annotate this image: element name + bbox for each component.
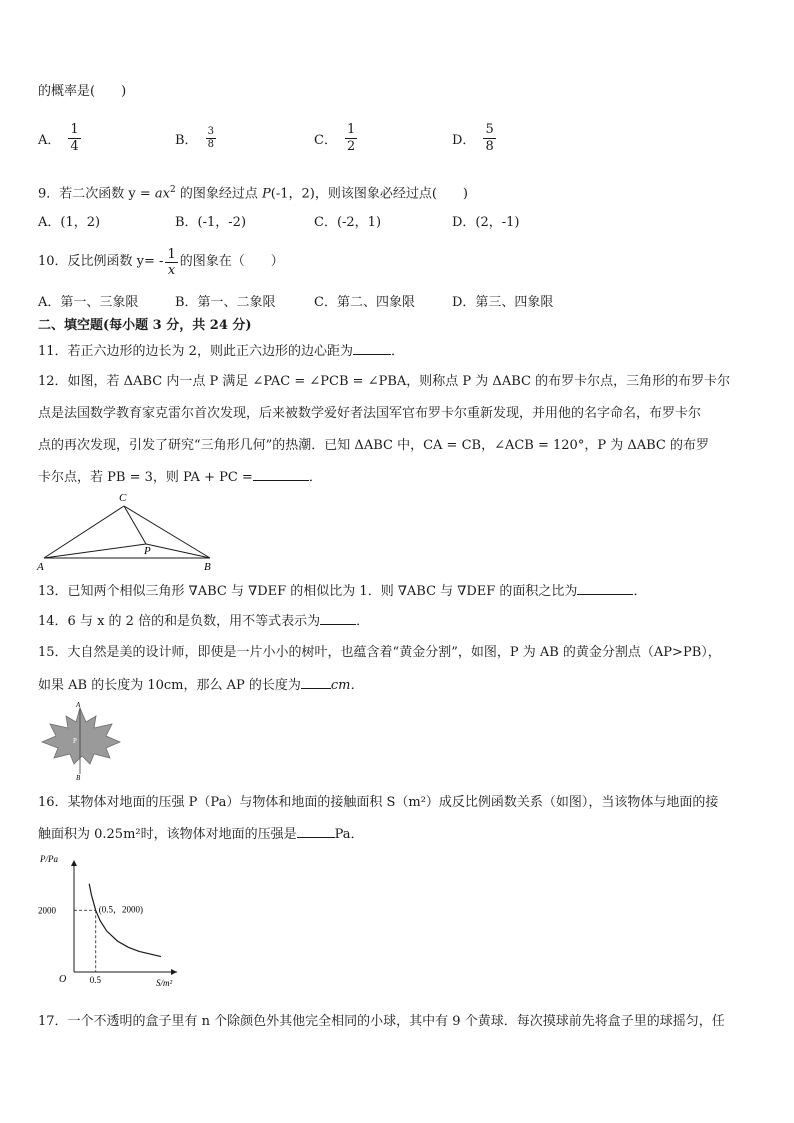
q10-stem [38, 242, 284, 282]
segment-pa [44, 544, 146, 558]
q13 [38, 582, 646, 601]
q15-end: cm． [330, 678, 364, 693]
q14 [38, 612, 369, 631]
q9-prefix: 9．若二次函数 y = [38, 186, 155, 202]
q13-text: 13．已知两个相似三角形 ∇ABC 与 ∇DEF 的相似比为 1．则 ∇ABC 与 ∇DEF 的面积之比为 [38, 584, 578, 599]
denominator: 2 [346, 138, 356, 154]
x-axis-label: S/m² [156, 978, 173, 988]
q16-end: Pa． [334, 827, 364, 842]
denominator: 4 [70, 138, 79, 154]
option-label: D． [452, 132, 476, 148]
q8-option-a [38, 118, 81, 158]
segment-pc [124, 506, 146, 544]
q9-function: ax [154, 186, 170, 202]
q9-stem [38, 181, 468, 203]
q8-tail: 的概率是( ) [38, 84, 127, 99]
q8-option-c [314, 118, 357, 158]
q10-option-c: C．第二、四象限 [314, 294, 415, 310]
q9-options [38, 210, 758, 230]
x-tick-label: 0.5 [89, 975, 101, 985]
numerator: 1 [167, 246, 176, 262]
q9-option-c: C．(-2，1) [314, 214, 382, 230]
numerator: 5 [485, 121, 494, 137]
denominator: x [167, 262, 176, 278]
q10-option-b: B．第一、二象限 [175, 294, 276, 310]
q12-end: ． [308, 470, 322, 485]
side-bc [124, 506, 210, 558]
q10-prefix: 10．反比例函数 y= - [38, 254, 164, 269]
leaf-figure [36, 700, 126, 782]
q9-mid: 的图象经过点 [175, 186, 262, 202]
y-tick-label: 2000 [38, 905, 56, 916]
leaf-shape [42, 708, 120, 764]
q12-line-4 [38, 468, 322, 487]
q17: 17．一个不透明的盒子里有 n 个除颜色外其他完全相同的小球，其中有 9 个黄球．每次摸球前先将盒子里的球摇匀，任 [38, 1014, 725, 1029]
series-line-pressure [89, 884, 161, 957]
point-label-p: P [144, 545, 151, 557]
q15-line-1: 15．大自然是美的设计师，即使是一片小小的树叶，也蕴含着“黄金分割”，如图，P 为 AB 的黄金分割点（AP>PB）， [38, 645, 721, 660]
y-axis-arrow [71, 860, 77, 866]
q10-fraction [165, 247, 177, 278]
triangle-figure [34, 488, 224, 574]
answer-blank [301, 676, 331, 689]
q11 [38, 342, 404, 361]
q10-option-d: D．第三、四象限 [452, 294, 554, 310]
q16-line-2-text: 触面积为 0.25m²时，该物体对地面的压强是 [38, 827, 297, 842]
q12-line-2: 点是法国数学教育家克雷尔首次发现，后来被数学爱好者法国军官布罗卡尔重新发现，并用他的名字命名，布罗卡尔 [38, 406, 702, 421]
x-axis-arrow [171, 969, 177, 975]
option-label: A． [38, 132, 61, 148]
q9-coords: (-1，2)，则该图象必经过点( ) [270, 186, 468, 202]
vertex-label-a: A [37, 561, 44, 573]
answer-blank [297, 825, 335, 838]
q8-option-d [452, 118, 496, 158]
q16-line-1: 16．某物体对地面的压强 P（Pa）与物体和地面的接触面积 S（m²）成反比例函数关系（如图），当该物体与地面的接 [38, 795, 719, 810]
leaf-label-a: A [76, 701, 81, 709]
q10-suffix: 的图象在（ ） [179, 254, 284, 269]
vertex-label-c: C [119, 492, 127, 504]
q10-options [38, 290, 758, 310]
q12-line-4-text: 卡尔点，若 PB = 3，则 PA + PC = [38, 470, 253, 485]
numerator: 1 [346, 121, 356, 137]
leaf-label-p: P [73, 737, 77, 745]
option-label: C． [314, 132, 337, 148]
side-ac [44, 506, 124, 558]
q15-line-2-text: 如果 AB 的长度为 10cm，那么 AP 的长度为 [38, 678, 301, 693]
fraction [68, 122, 80, 155]
answer-blank [353, 342, 391, 355]
q12-line-3: 点的再次发现，引发了研究“三角形几何”的热潮．已知 ΔABC 中，CA = CB，∠ACB = 120°，P 为 ΔABC 的布罗 [38, 438, 709, 453]
y-axis-label: P/Pa [40, 854, 58, 864]
option-label: B． [175, 132, 198, 148]
q9-option-b: B．(-1，-2) [175, 214, 247, 230]
origin-label: O [59, 974, 67, 985]
q13-end: ． [633, 584, 647, 599]
q15-line-2 [38, 676, 364, 695]
q12-line-1: 12．如图，若 ΔABC 内一点 P 满足 ∠PAC = ∠PCB = ∠PBA，则称点 P 为 ΔABC 的布罗卡尔点，三角形的布罗卡尔 [38, 374, 731, 389]
fraction [206, 126, 216, 151]
denominator: 8 [485, 138, 494, 154]
fraction [483, 122, 495, 155]
q16-line-2 [38, 825, 364, 844]
denominator: 8 [207, 138, 214, 150]
segment-pb [146, 544, 210, 558]
answer-blank [320, 612, 356, 625]
q10-option-a: A．第一、三象限 [38, 294, 139, 310]
section-heading: 二、填空题(每小题 3 分，共 24 分) [38, 318, 252, 333]
q11-end: ． [390, 344, 404, 359]
q14-text: 14．6 与 x 的 2 倍的和是负数，用不等式表示为 [38, 614, 321, 629]
vertex-label-b: B [204, 561, 211, 573]
q8-option-b [175, 118, 216, 158]
leaf-label-b: B [76, 774, 81, 782]
q9-option-d: D．(2，-1) [452, 214, 520, 230]
numerator: 1 [70, 121, 79, 137]
q8-options [38, 118, 758, 158]
q9-point: P [262, 186, 271, 202]
q14-end: ． [356, 614, 370, 629]
numerator: 3 [207, 125, 214, 137]
answer-blank [577, 582, 633, 595]
q9-option-a: A．(1，2) [38, 214, 101, 230]
answer-blank [253, 468, 309, 481]
q11-text: 11．若正六边形的边长为 2，则此正六边形的边心距为 [38, 344, 353, 359]
pressure-area-chart [34, 848, 194, 990]
point-annotation: (0.5，2000) [98, 904, 143, 915]
q9-exponent: 2 [170, 185, 176, 195]
fraction [345, 122, 357, 155]
